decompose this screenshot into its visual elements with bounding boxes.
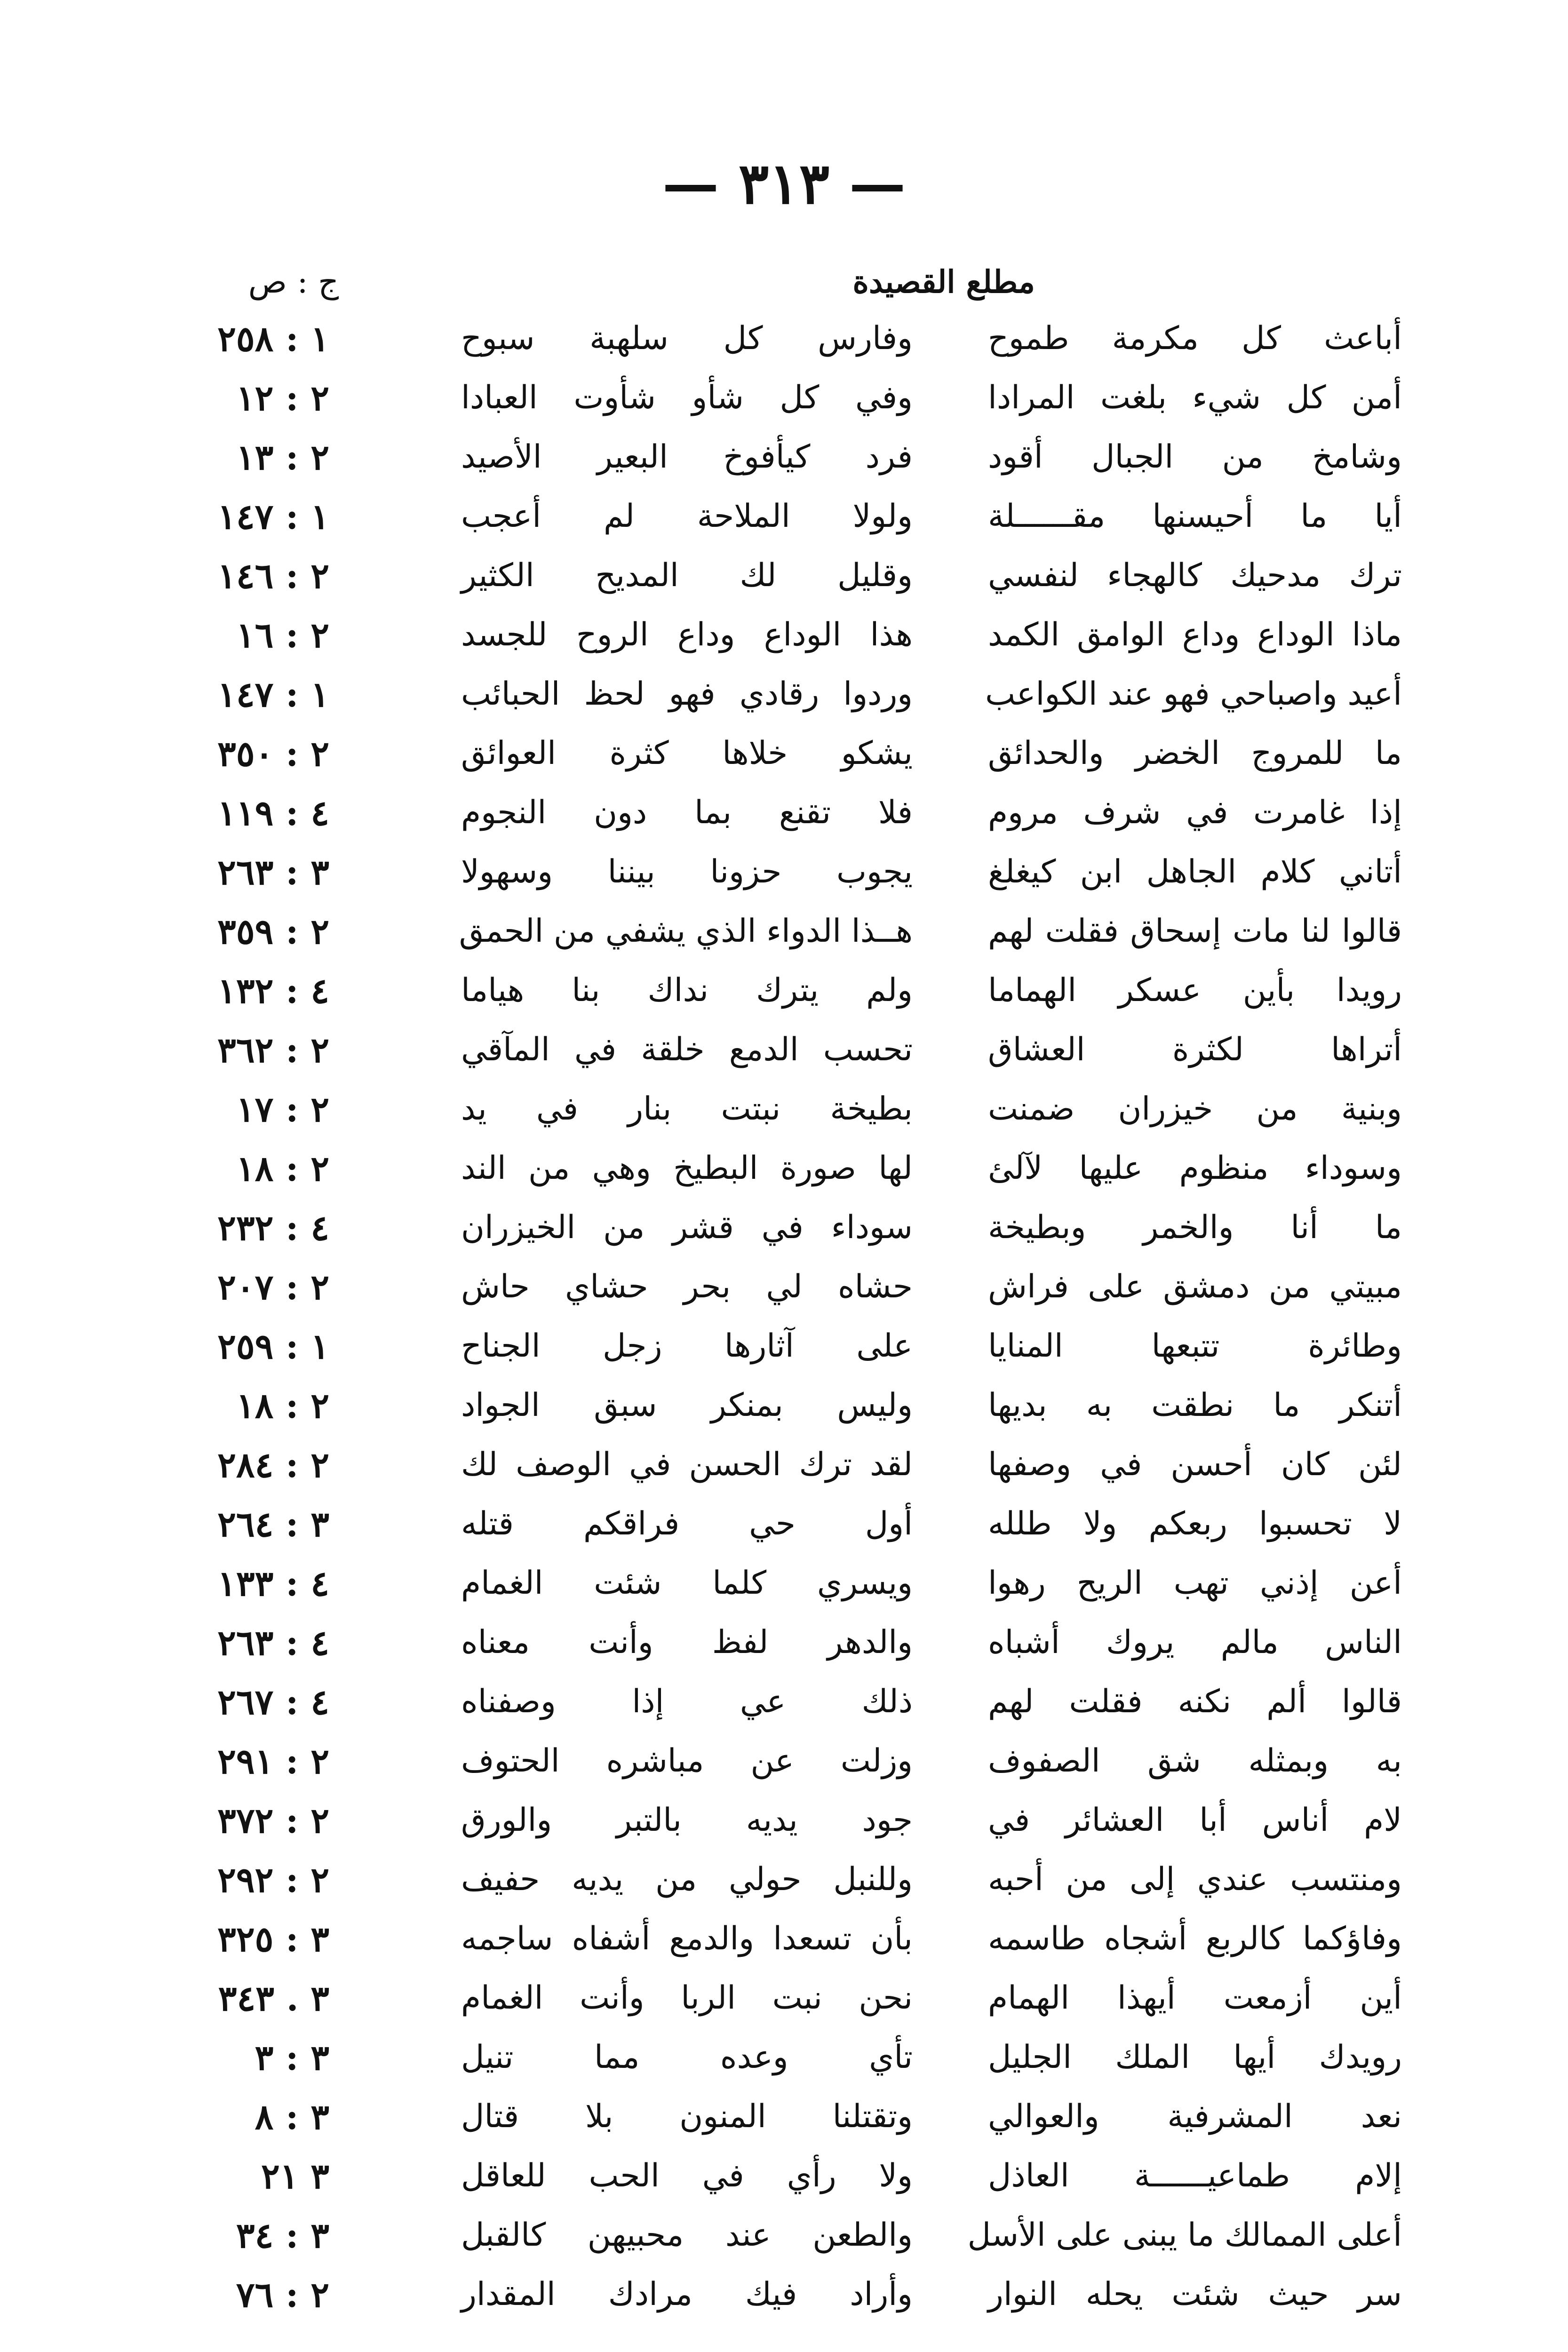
first-hemistich: أيا ما أحيسنها مقــــــلة bbox=[988, 498, 1402, 535]
second-hemistich: فلا تقنع بما دون النجوم bbox=[461, 794, 913, 831]
volume-page-ref: ٢ : ١٣ bbox=[236, 437, 329, 478]
first-hemistich: لا تحسبوا ربعكم ولا طلله bbox=[988, 1505, 1402, 1542]
verse-row bbox=[141, 1911, 1402, 1970]
volume-page-ref: ١ : ٢٥٩ bbox=[217, 1327, 329, 1367]
verse-row bbox=[141, 370, 1402, 429]
second-hemistich: سوداء في قشر من الخيزران bbox=[461, 1209, 913, 1246]
verse-row bbox=[141, 1022, 1402, 1081]
volume-page-ref: ٢ : ١٦ bbox=[236, 615, 329, 656]
first-hemistich: أتنكر ما نطقت به بديها bbox=[988, 1387, 1402, 1424]
second-hemistich: بطيخة نبتت بنار في يد bbox=[461, 1090, 913, 1128]
volume-page-ref: ٢ : ٣٥٠ bbox=[217, 734, 329, 774]
first-hemistich: قالوا ألم نكنه فقلت لهم bbox=[988, 1683, 1402, 1720]
first-hemistich: رويدا بأين عسكر الهماما bbox=[988, 972, 1402, 1009]
volume-page-ref: ١ : ١٤٧ bbox=[217, 675, 329, 715]
second-hemistich: ذلك عي إذا وصفناه bbox=[461, 1683, 913, 1720]
page-number: — ٣١٣ — bbox=[662, 151, 906, 217]
first-hemistich: وبنية من خيزران ضمنت bbox=[988, 1090, 1402, 1128]
second-hemistich: لقد ترك الحسن في الوصف لك bbox=[461, 1446, 913, 1483]
first-hemistich: ما أنا والخمر وبطيخة bbox=[988, 1209, 1402, 1246]
first-hemistich: رويدك أيها الملك الجليل bbox=[988, 2039, 1402, 2076]
second-hemistich: وليس بمنكر سبق الجواد bbox=[461, 1387, 913, 1424]
first-hemistich: لام أناس أبا العشائر في bbox=[988, 1802, 1402, 1839]
first-hemistich: وشامخ من الجبال أقود bbox=[988, 438, 1402, 476]
second-hemistich: تأي وعده مما تنيل bbox=[461, 2039, 913, 2076]
second-hemistich: لها صورة البطيخ وهي من الند bbox=[461, 1150, 913, 1187]
volume-page-ref: ٢ : ٣٥٩ bbox=[217, 912, 329, 952]
header-ref-label: ج : ص bbox=[248, 263, 339, 301]
volume-page-ref: ٢ : ٣٦٢ bbox=[217, 1030, 329, 1071]
first-hemistich: ترك مدحيك كالهجاء لنفسي bbox=[988, 557, 1402, 594]
first-hemistich: الناس مالم يروك أشباه bbox=[988, 1624, 1402, 1661]
volume-page-ref: ٣ : ٣ bbox=[255, 2038, 329, 2078]
verse-row bbox=[141, 1792, 1402, 1851]
first-hemistich: وفاؤكما كالربع أشجاه طاسمه bbox=[988, 1920, 1402, 1957]
verse-row bbox=[141, 903, 1402, 962]
verse-row bbox=[141, 429, 1402, 488]
verse-row bbox=[141, 1081, 1402, 1140]
second-hemistich: حشاه لي بحر حشاي حاش bbox=[461, 1268, 913, 1305]
volume-page-ref: ٢ : ١٨ bbox=[236, 1149, 329, 1189]
first-hemistich: لئن كان أحسن في وصفها bbox=[988, 1446, 1402, 1483]
volume-page-ref: ٢ : ١٨ bbox=[236, 1386, 329, 1426]
verse-row bbox=[141, 1200, 1402, 1259]
first-hemistich: مبيتي من دمشق على فراش bbox=[988, 1268, 1402, 1305]
verse-row bbox=[141, 1259, 1402, 1318]
verse-row bbox=[141, 2148, 1402, 2207]
verse-row bbox=[141, 844, 1402, 903]
second-hemistich: جود يديه بالتبر والورق bbox=[461, 1802, 913, 1839]
verse-row bbox=[141, 725, 1402, 785]
first-hemistich: أعيد واصباحي فهو عند الكواعب bbox=[985, 675, 1402, 713]
volume-page-ref: ٣ : ٣٤ bbox=[236, 2216, 329, 2256]
verse-row bbox=[141, 2266, 1402, 2326]
verse-row bbox=[141, 1970, 1402, 2029]
first-hemistich: سر حيث شئت يحله النوار bbox=[988, 2276, 1402, 2313]
second-hemistich: ولولا الملاحة لم أعجب bbox=[461, 498, 913, 535]
verse-row bbox=[141, 2029, 1402, 2089]
first-hemistich: ما للمروج الخضر والحدائق bbox=[988, 735, 1402, 772]
second-hemistich: وردوا رقادي فهو لحظ الحبائب bbox=[461, 675, 913, 713]
second-hemistich: والطعن عند محبيهن كالقبل bbox=[461, 2217, 913, 2254]
second-hemistich: هذا الوداع وداع الروح للجسد bbox=[461, 616, 913, 653]
volume-page-ref: ٤ : ٢٣٢ bbox=[217, 1208, 329, 1248]
volume-page-ref: ٢ : ١٤٦ bbox=[217, 556, 329, 596]
second-hemistich: ولا رأي في الحب للعاقل bbox=[461, 2157, 913, 2194]
first-hemistich: أين أزمعت أيهذا الهمام bbox=[988, 1979, 1402, 2017]
volume-page-ref: ٢ : ٣٧٢ bbox=[217, 1801, 329, 1841]
verse-row bbox=[141, 488, 1402, 548]
verse-row bbox=[141, 2089, 1402, 2148]
volume-page-ref: ٢ : ٧٦ bbox=[236, 2275, 329, 2315]
second-hemistich: نحن نبت الربا وأنت الغمام bbox=[461, 1979, 913, 2017]
volume-page-ref: ٣ ٢١ bbox=[261, 2156, 329, 2197]
volume-page-ref: ٤ : ٢٦٣ bbox=[217, 1623, 329, 1663]
verse-row bbox=[141, 1496, 1402, 1555]
header-title: مطلع القصيدة bbox=[852, 263, 1035, 300]
first-hemistich: أتراها لكثرة العشاق bbox=[988, 1031, 1402, 1068]
volume-page-ref: ٤ : ١٣٢ bbox=[217, 971, 329, 1011]
verse-row bbox=[141, 1555, 1402, 1614]
second-hemistich: وقليل لك المديح الكثير bbox=[461, 557, 913, 594]
verse-row bbox=[141, 2207, 1402, 2266]
volume-page-ref: ٢ : ٢٠٧ bbox=[217, 1267, 329, 1308]
volume-page-ref: ٤ : ١١٩ bbox=[217, 793, 329, 834]
second-hemistich: وتقتلنا المنون بلا قتال bbox=[461, 2098, 913, 2135]
second-hemistich: والدهر لفظ وأنت معناه bbox=[461, 1624, 913, 1661]
second-hemistich: تحسب الدمع خلقة في المآقي bbox=[461, 1031, 913, 1068]
first-hemistich: وسوداء منظوم عليها لآلئ bbox=[988, 1150, 1402, 1187]
verse-row bbox=[141, 1851, 1402, 1911]
verse-row bbox=[141, 1140, 1402, 1200]
verse-row bbox=[141, 1614, 1402, 1674]
verse-row bbox=[141, 1733, 1402, 1792]
volume-page-ref: ٤ : ١٣٣ bbox=[217, 1564, 329, 1604]
volume-page-ref: ١ : ١٤٧ bbox=[217, 497, 329, 537]
first-hemistich: أعلى الممالك ما يبنى على الأسل bbox=[967, 2217, 1402, 2254]
volume-page-ref: ٢ : ٢٩١ bbox=[217, 1741, 329, 1782]
first-hemistich: قالوا لنا مات إسحاق فقلت لهم bbox=[988, 913, 1402, 950]
first-hemistich: أباعث كل مكرمة طموح bbox=[988, 320, 1402, 357]
first-hemistich: أمن كل شيء بلغت المرادا bbox=[988, 379, 1402, 416]
second-hemistich: ولم يترك نداك بنا هياما bbox=[461, 972, 913, 1009]
verse-row bbox=[141, 962, 1402, 1022]
second-hemistich: يشكو خلاها كثرة العوائق bbox=[461, 735, 913, 772]
second-hemistich: هــذا الدواء الذي يشفي من الحمق bbox=[459, 913, 913, 950]
first-hemistich: أعن إذني تهب الريح رهوا bbox=[988, 1565, 1402, 1602]
second-hemistich: فرد كيأفوخ البعير الأصيد bbox=[461, 438, 913, 476]
volume-page-ref: ٣ : ٢٦٤ bbox=[217, 1504, 329, 1545]
verse-row bbox=[141, 1674, 1402, 1733]
verse-row bbox=[141, 310, 1402, 370]
verse-row bbox=[141, 607, 1402, 666]
verse-row bbox=[141, 785, 1402, 844]
second-hemistich: وفارس كل سلهبة سبوح bbox=[461, 320, 913, 357]
first-hemistich: وطائرة تتبعها المنايا bbox=[988, 1327, 1402, 1365]
verse-row bbox=[141, 666, 1402, 725]
volume-page-ref: ٣ : ٣٢٥ bbox=[217, 1919, 329, 1960]
second-hemistich: وزلت عن مباشره الحتوف bbox=[461, 1742, 913, 1780]
volume-page-ref: ٢ : ١٢ bbox=[236, 378, 329, 419]
second-hemistich: أول حي فراقكم قتله bbox=[461, 1505, 913, 1542]
volume-page-ref: ٢ : ١٧ bbox=[236, 1089, 329, 1130]
verse-index-list bbox=[141, 310, 1402, 2326]
verse-row bbox=[141, 548, 1402, 607]
second-hemistich: يجوب حزونا بيننا وسهولا bbox=[461, 853, 913, 890]
volume-page-ref: ٣ . ٣٤٣ bbox=[218, 1979, 329, 2019]
first-hemistich: إلام طماعيــــــة العاذل bbox=[988, 2157, 1402, 2194]
first-hemistich: ومنتسب عندي إلى من أحبه bbox=[988, 1861, 1402, 1898]
first-hemistich: أتاني كلام الجاهل ابن كيغلغ bbox=[988, 853, 1402, 890]
volume-page-ref: ٣ : ٨ bbox=[255, 2097, 329, 2137]
first-hemistich: نعد المشرفية والعوالي bbox=[988, 2098, 1402, 2135]
verse-row bbox=[141, 1437, 1402, 1496]
first-hemistich: إذا غامرت في شرف مروم bbox=[988, 794, 1402, 831]
volume-page-ref: ٢ : ٢٩٢ bbox=[217, 1860, 329, 1900]
volume-page-ref: ٣ : ٢٦٣ bbox=[217, 852, 329, 893]
second-hemistich: على آثارها زجل الجناح bbox=[461, 1327, 913, 1365]
verse-row bbox=[141, 1318, 1402, 1377]
volume-page-ref: ٢ : ٢٨٤ bbox=[217, 1445, 329, 1486]
volume-page-ref: ٤ : ٢٦٧ bbox=[217, 1682, 329, 1723]
verse-row bbox=[141, 1377, 1402, 1437]
second-hemistich: ويسري كلما شئت الغمام bbox=[461, 1565, 913, 1602]
second-hemistich: بأن تسعدا والدمع أشفاه ساجمه bbox=[461, 1920, 913, 1957]
first-hemistich: ماذا الوداع وداع الوامق الكمد bbox=[988, 616, 1402, 653]
second-hemistich: وفي كل شأو شأوت العبادا bbox=[461, 379, 913, 416]
first-hemistich: به وبمثله شق الصفوف bbox=[988, 1742, 1402, 1780]
second-hemistich: وللنبل حولي من يديه حفيف bbox=[461, 1861, 913, 1898]
volume-page-ref: ١ : ٢٥٨ bbox=[217, 319, 329, 359]
second-hemistich: وأراد فيك مرادك المقدار bbox=[461, 2276, 913, 2313]
